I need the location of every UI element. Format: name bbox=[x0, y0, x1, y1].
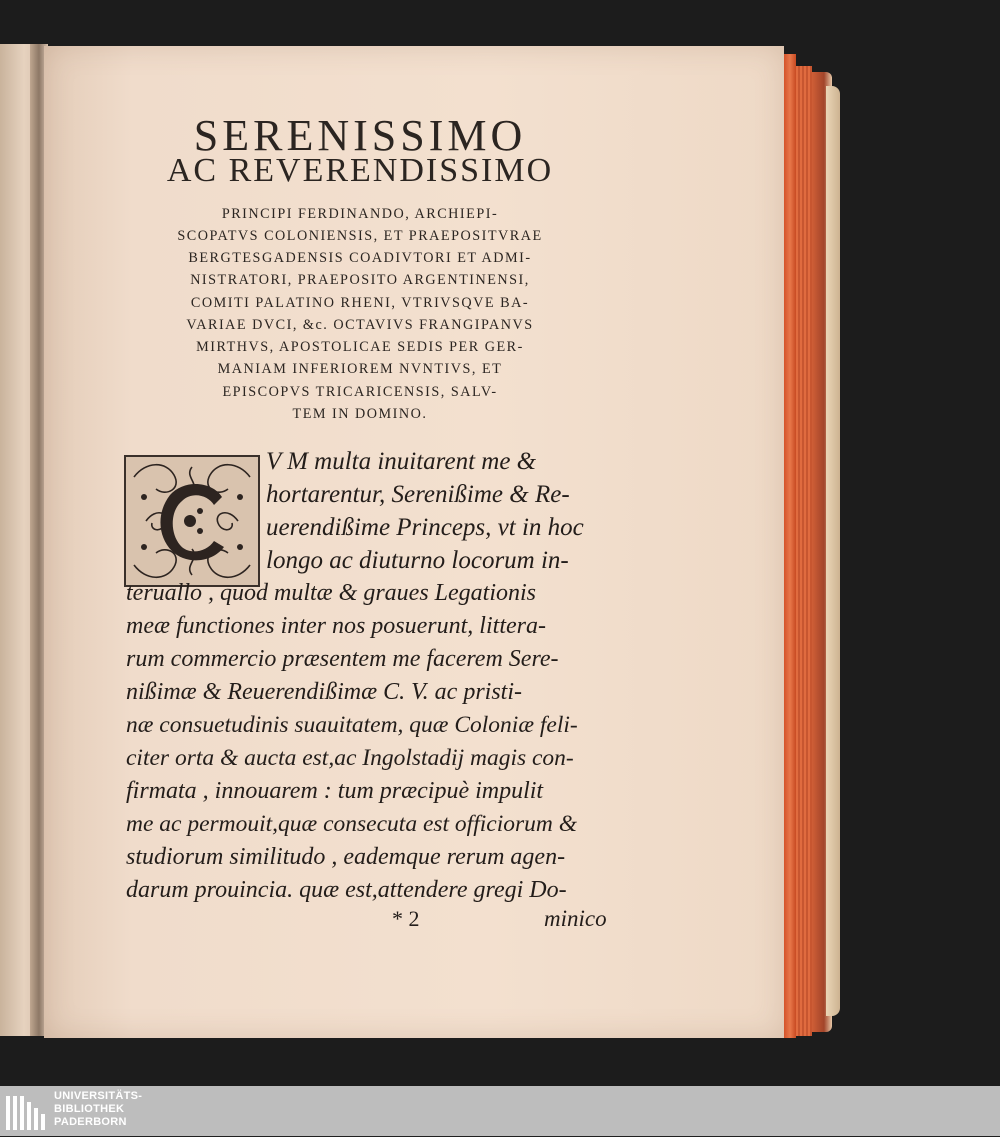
body-line: V M multa inuitarent me & bbox=[266, 448, 537, 475]
caption-line: NISTRATORI, PRAEPOSITO ARGENTINENSI, bbox=[190, 272, 530, 288]
caption-line: PRINCIPI FERDINANDO, ARCHIEPI- bbox=[221, 206, 499, 222]
page-block-edge bbox=[796, 66, 812, 1036]
body-line: teruallo , quod multæ & graues Legationis bbox=[126, 580, 537, 606]
heading-line-1: SERENISSIMO bbox=[193, 111, 527, 160]
body-line: rum commercio præsentem me facerem Sere- bbox=[126, 646, 559, 672]
body-line: meæ functiones inter nos posuerunt, littera- bbox=[126, 613, 546, 639]
caption-line: MIRTHVS, APOSTOLICAE SEDIS PER GER- bbox=[196, 339, 524, 355]
library-logo-text bbox=[54, 1090, 142, 1129]
body-line: hortarentur, Serenißime & Re- bbox=[266, 481, 570, 508]
body-line: longo ac diuturno locorum in- bbox=[266, 547, 569, 574]
library-logo-icon bbox=[6, 1092, 46, 1132]
caption-line: EPISCOPVS TRICARICENSIS, SALV- bbox=[222, 384, 498, 400]
body-line: studiorum similitudo , eademque rerum agen- bbox=[126, 844, 566, 870]
logo-line: PADERBORN bbox=[54, 1116, 127, 1128]
body-line: darum prouincia. quæ est,attendere gregi Do- bbox=[126, 877, 567, 903]
page-edge-red bbox=[784, 54, 796, 1038]
body-line: firmata , innouarem : tum præcipuè impulit bbox=[126, 778, 544, 804]
body-line: uerendißime Princeps, vt in hoc bbox=[266, 514, 584, 541]
heading-line-2: AC REVERENDISSIMO bbox=[166, 152, 554, 189]
body-line: næ consuetudinis suauitatem, quæ Coloniæ feli- bbox=[126, 712, 578, 738]
decorated-initial-c bbox=[124, 455, 260, 587]
body-line: citer orta & aucta est,ac Ingolstadij magis con- bbox=[126, 745, 574, 771]
book-cover-edge bbox=[826, 86, 840, 1016]
caption-line: MANIAM INFERIOREM NVNTIVS, ET bbox=[217, 361, 503, 377]
logo-line: UNIVERSITÄTS- bbox=[54, 1090, 143, 1102]
caption-line: VARIAE DVCI, &c. OCTAVIVS FRANGIPANVS bbox=[186, 317, 534, 333]
caption-line: SCOPATVS COLONIENSIS, ET PRAEPOSITVRAE bbox=[177, 228, 543, 244]
caption-line: COMITI PALATINO RHENI, VTRIVSQVE BA- bbox=[190, 295, 530, 311]
signature-mark: * 2 bbox=[392, 906, 420, 931]
ornament-icon bbox=[126, 457, 258, 585]
library-footer-bar bbox=[0, 1086, 1000, 1136]
catchword: minico bbox=[544, 906, 607, 931]
logo-line: BIBLIOTHEK bbox=[54, 1103, 125, 1115]
body-line: me ac permouit,quæ consecuta est officiorum & bbox=[126, 811, 577, 837]
caption-line: TEM IN DOMINO. bbox=[292, 406, 428, 422]
body-line: nißimæ & Reuerendißimæ C. V. ac pristi- bbox=[126, 679, 522, 705]
caption-line: BERGTESGADENSIS COADIVTORI ET ADMI- bbox=[188, 250, 532, 266]
